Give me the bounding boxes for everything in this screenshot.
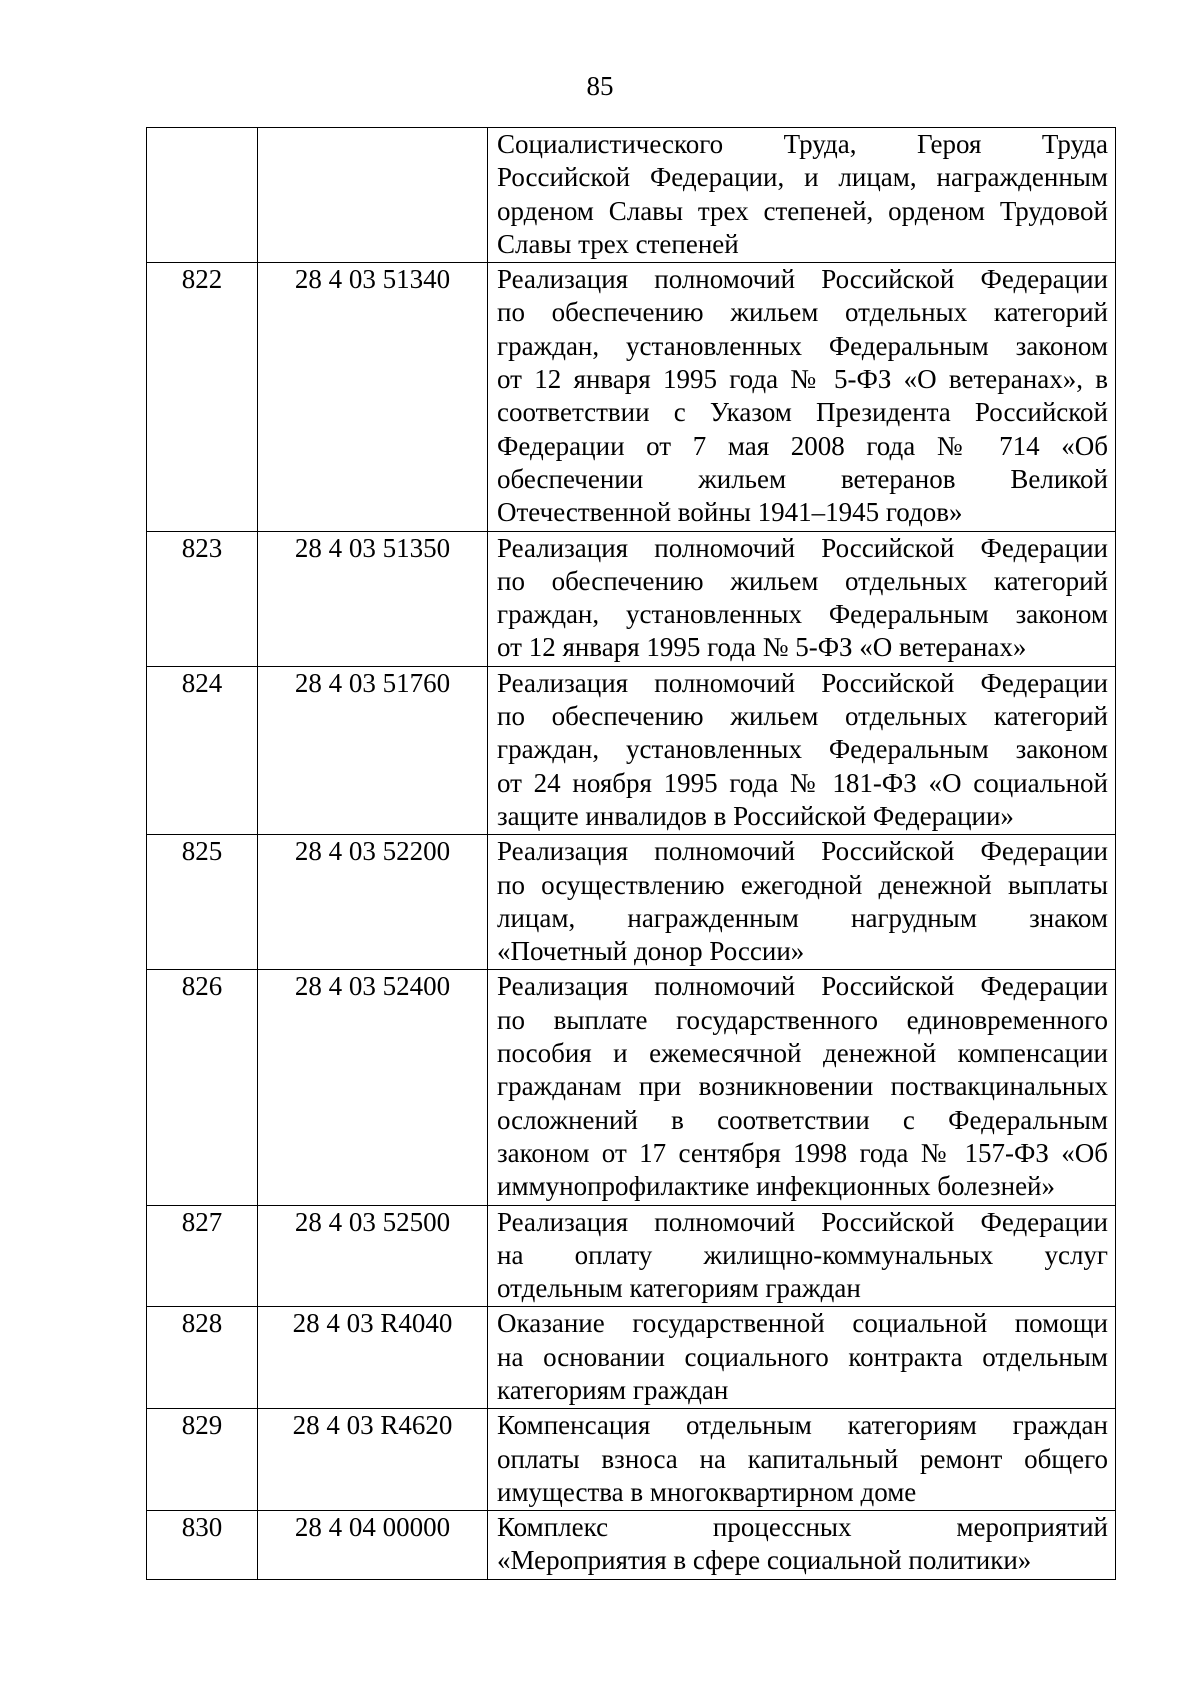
row-number-cell: 828 (147, 1307, 258, 1409)
description-line: Комплекс процессных мероприятий (497, 1512, 1108, 1543)
description-line: Реализация полномочий Российской Федерации (497, 836, 1108, 867)
description-cell (488, 263, 1116, 531)
table-row (147, 1409, 1116, 1511)
row-number-cell: 827 (147, 1205, 258, 1307)
row-number-cell: 830 (147, 1511, 258, 1580)
classification-code-cell: 28 4 03 52500 (258, 1205, 488, 1307)
table-row (147, 531, 1116, 666)
description-line: защите инвалидов в Российской Федерации» (497, 800, 1014, 831)
table-row (147, 835, 1116, 970)
description-line: Оказание государственной социальной помощи (497, 1308, 1108, 1339)
description-line: на оплату жилищно-коммунальных услуг (497, 1239, 1108, 1270)
table-row (147, 128, 1116, 263)
description-line: иммунопрофилактике инфекционных болезней» (497, 1171, 1056, 1202)
description-line: имущества в многоквартирном доме (497, 1476, 917, 1507)
description-line: Федерации от 7 мая 2008 года № 714 «Об (497, 430, 1108, 461)
description-cell (488, 1307, 1116, 1409)
description-line: орденом Славы трех степеней, орденом Трудовой (497, 195, 1108, 226)
description-line: от 24 ноября 1995 года № 181-ФЗ «О социальной (497, 767, 1108, 798)
classification-code-cell: 28 4 03 51340 (258, 263, 488, 531)
description-cell (488, 128, 1116, 263)
classification-code-cell (258, 128, 488, 263)
classification-code-cell: 28 4 03 R4040 (258, 1307, 488, 1409)
description-line: от 12 января 1995 года № 5-ФЗ «О ветеранах» (497, 632, 1027, 663)
description-cell (488, 1409, 1116, 1511)
description-line: по обеспечению жильем отдельных категорий (497, 297, 1108, 328)
description-line: по обеспечению жильем отдельных категорий (497, 565, 1108, 596)
description-line: осложнений в соответствии с Федеральным (497, 1104, 1108, 1135)
page-number: 85 (586, 71, 614, 101)
classification-code-cell: 28 4 03 51350 (258, 531, 488, 666)
classification-code-cell: 28 4 03 52200 (258, 835, 488, 970)
description-cell (488, 1511, 1116, 1580)
description-line: гражданам при возникновении поствакцинальных (497, 1071, 1108, 1102)
description-line: Реализация полномочий Российской Федерации (497, 667, 1108, 698)
description-line: по обеспечению жильем отдельных категорий (497, 701, 1108, 732)
description-line: Реализация полномочий Российской Федерации (497, 1206, 1108, 1237)
description-line: отдельным категориям граждан (497, 1273, 861, 1304)
description-line: Славы трех степеней (497, 228, 739, 259)
classification-code-cell: 28 4 03 51760 (258, 666, 488, 834)
table-row (147, 666, 1116, 834)
description-line: по выплате государственного единовременного (497, 1004, 1108, 1035)
description-line: Социалистического Труда, Героя Труда (497, 129, 1108, 159)
description-line: от 12 января 1995 года № 5-ФЗ «О ветеранах», в (497, 364, 1108, 395)
description-line: граждан, установленных Федеральным законом (497, 599, 1108, 630)
description-cell (488, 666, 1116, 834)
description-line: пособия и ежемесячной денежной компенсации (497, 1038, 1108, 1069)
table-row (147, 1307, 1116, 1409)
description-cell (488, 970, 1116, 1205)
description-line: обеспечении жильем ветеранов Великой (497, 463, 1108, 494)
table-row (147, 1511, 1116, 1580)
table-row (147, 1205, 1116, 1307)
description-cell (488, 1205, 1116, 1307)
classification-code-cell: 28 4 04 00000 (258, 1511, 488, 1580)
budget-classification-table (146, 127, 1116, 1580)
row-number-cell: 826 (147, 970, 258, 1205)
description-line: на основании социального контракта отдельным (497, 1341, 1108, 1372)
description-line: Реализация полномочий Российской Федерации (497, 971, 1108, 1002)
description-line: Реализация полномочий Российской Федерации (497, 264, 1108, 295)
description-line: Реализация полномочий Российской Федерации (497, 532, 1108, 563)
description-line: граждан, установленных Федеральным законом (497, 734, 1108, 765)
row-number-cell (147, 128, 258, 263)
description-line: граждан, установленных Федеральным законом (497, 330, 1108, 361)
row-number-cell: 824 (147, 666, 258, 834)
description-line: категориям граждан (497, 1374, 729, 1405)
description-line: оплаты взноса на капитальный ремонт общего (497, 1443, 1108, 1474)
classification-code-cell: 28 4 03 52400 (258, 970, 488, 1205)
description-line: законом от 17 сентября 1998 года № 157-ФЗ «Об (497, 1137, 1108, 1168)
description-line: Российской Федерации, и лицам, награжденным (497, 162, 1108, 193)
table-row (147, 970, 1116, 1205)
description-cell (488, 835, 1116, 970)
description-line: по осуществлению ежегодной денежной выплаты (497, 869, 1108, 900)
description-cell (488, 531, 1116, 666)
row-number-cell: 823 (147, 531, 258, 666)
description-line: Компенсация отдельным категориям граждан (497, 1410, 1108, 1441)
description-line: «Почетный донор России» (497, 936, 805, 967)
table-body (147, 128, 1116, 1580)
table-row (147, 263, 1116, 531)
classification-code-cell: 28 4 03 R4620 (258, 1409, 488, 1511)
description-line: Отечественной войны 1941–1945 годов» (497, 497, 963, 528)
description-line: соответствии с Указом Президента Российской (497, 397, 1108, 428)
row-number-cell: 829 (147, 1409, 258, 1511)
row-number-cell: 822 (147, 263, 258, 531)
description-line: лицам, награжденным нагрудным знаком (497, 902, 1108, 933)
row-number-cell: 825 (147, 835, 258, 970)
description-line: «Мероприятия в сфере социальной политики» (497, 1545, 1032, 1576)
